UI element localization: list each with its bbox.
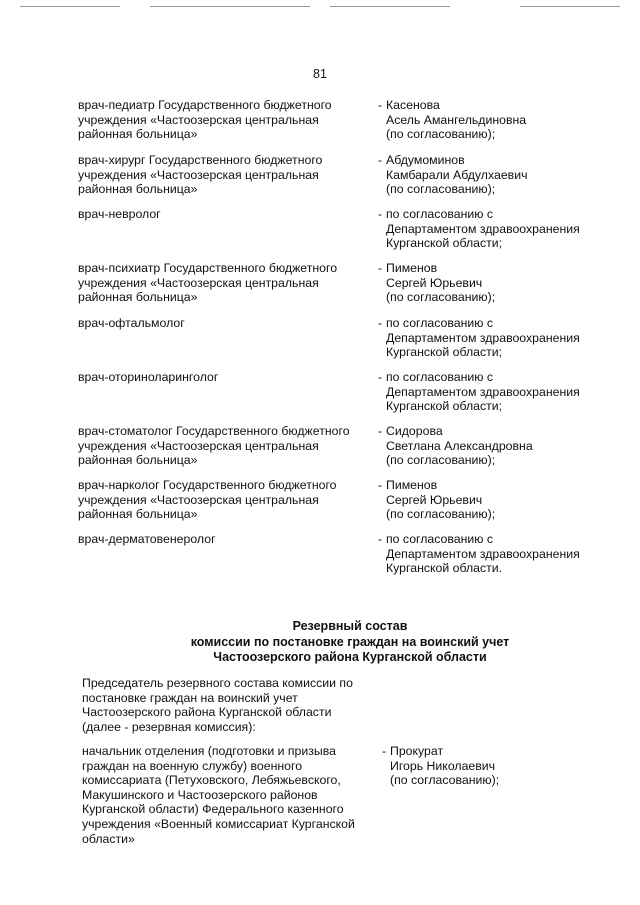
- scan-artifact: [150, 6, 310, 7]
- member-name: по согласованию с Департаментом здравоохранения Курганской области;: [386, 207, 580, 251]
- member-position: врач-оториноларинголог: [78, 370, 219, 384]
- member-position: начальник отделения (подготовки и призыва граждан на военную службу) военного комиссариата (Петуховского, Лебяжьевского, Макушинского и Частоозерского районов Курганской области) Федерального казенного учреждения «Военный комиссариат Курганской области»: [82, 744, 355, 846]
- member-name: Пименов Сергей Юрьевич (по согласованию);: [386, 478, 496, 522]
- member-name: по согласованию с Департаментом здравоохранения Курганской области;: [386, 316, 580, 360]
- dash: -: [378, 424, 383, 438]
- member-name: по согласованию с Департаментом здравоохранения Курганской области.: [386, 532, 580, 576]
- dash: -: [378, 478, 383, 492]
- member-name: Абдумоминов Камбарали Абдулхаевич (по согласованию);: [386, 153, 528, 197]
- dash: -: [378, 316, 383, 330]
- dash: -: [378, 370, 383, 384]
- dash: -: [382, 744, 387, 758]
- page-number: 81: [313, 67, 327, 81]
- scan-artifact: [330, 6, 450, 7]
- member-name: Прокурат Игорь Николаевич (по согласованию);: [390, 744, 500, 788]
- member-position: врач-хирург Государственного бюджетного учреждения «Частоозерская центральная районная больница»: [78, 153, 323, 197]
- scan-artifact: [20, 6, 120, 7]
- member-name: Пименов Сергей Юрьевич (по согласованию);: [386, 261, 496, 305]
- member-position: врач-невролог: [78, 207, 161, 221]
- member-position: врач-педиатр Государственного бюджетного учреждения «Частоозерская центральная районная больница»: [78, 98, 332, 142]
- dash: -: [378, 261, 383, 275]
- dash: -: [378, 207, 383, 221]
- member-position: врач-нарколог Государственного бюджетного учреждения «Частоозерская центральная районная больница»: [78, 478, 337, 522]
- member-position: врач-психиатр Государственного бюджетного учреждения «Частоозерская центральная районная больница»: [78, 261, 338, 305]
- member-position: врач-стоматолог Государственного бюджетного учреждения «Частоозерская центральная районная больница»: [78, 424, 350, 468]
- member-name: Сидорова Светлана Александровна (по согласованию);: [386, 424, 533, 468]
- member-position: врач-дерматовенеролог: [78, 532, 216, 546]
- dash: -: [378, 153, 383, 167]
- chairman-text: Председатель резервного состава комиссии по постановке граждан на воинский учет Частоозерского района Курганской области (далее - резервная комиссия):: [82, 676, 353, 734]
- section-title: Резервный состав комиссии по постановке граждан на воинский учет Частоозерского района Курганской области: [190, 619, 510, 664]
- member-name: Касенова Асель Амангельдиновна (по согласованию);: [386, 98, 527, 142]
- member-position: врач-офтальмолог: [78, 316, 185, 330]
- scan-artifact: [520, 6, 620, 7]
- dash: -: [378, 532, 383, 546]
- member-name: по согласованию с Департаментом здравоохранения Курганской области;: [386, 370, 580, 414]
- dash: -: [378, 98, 383, 112]
